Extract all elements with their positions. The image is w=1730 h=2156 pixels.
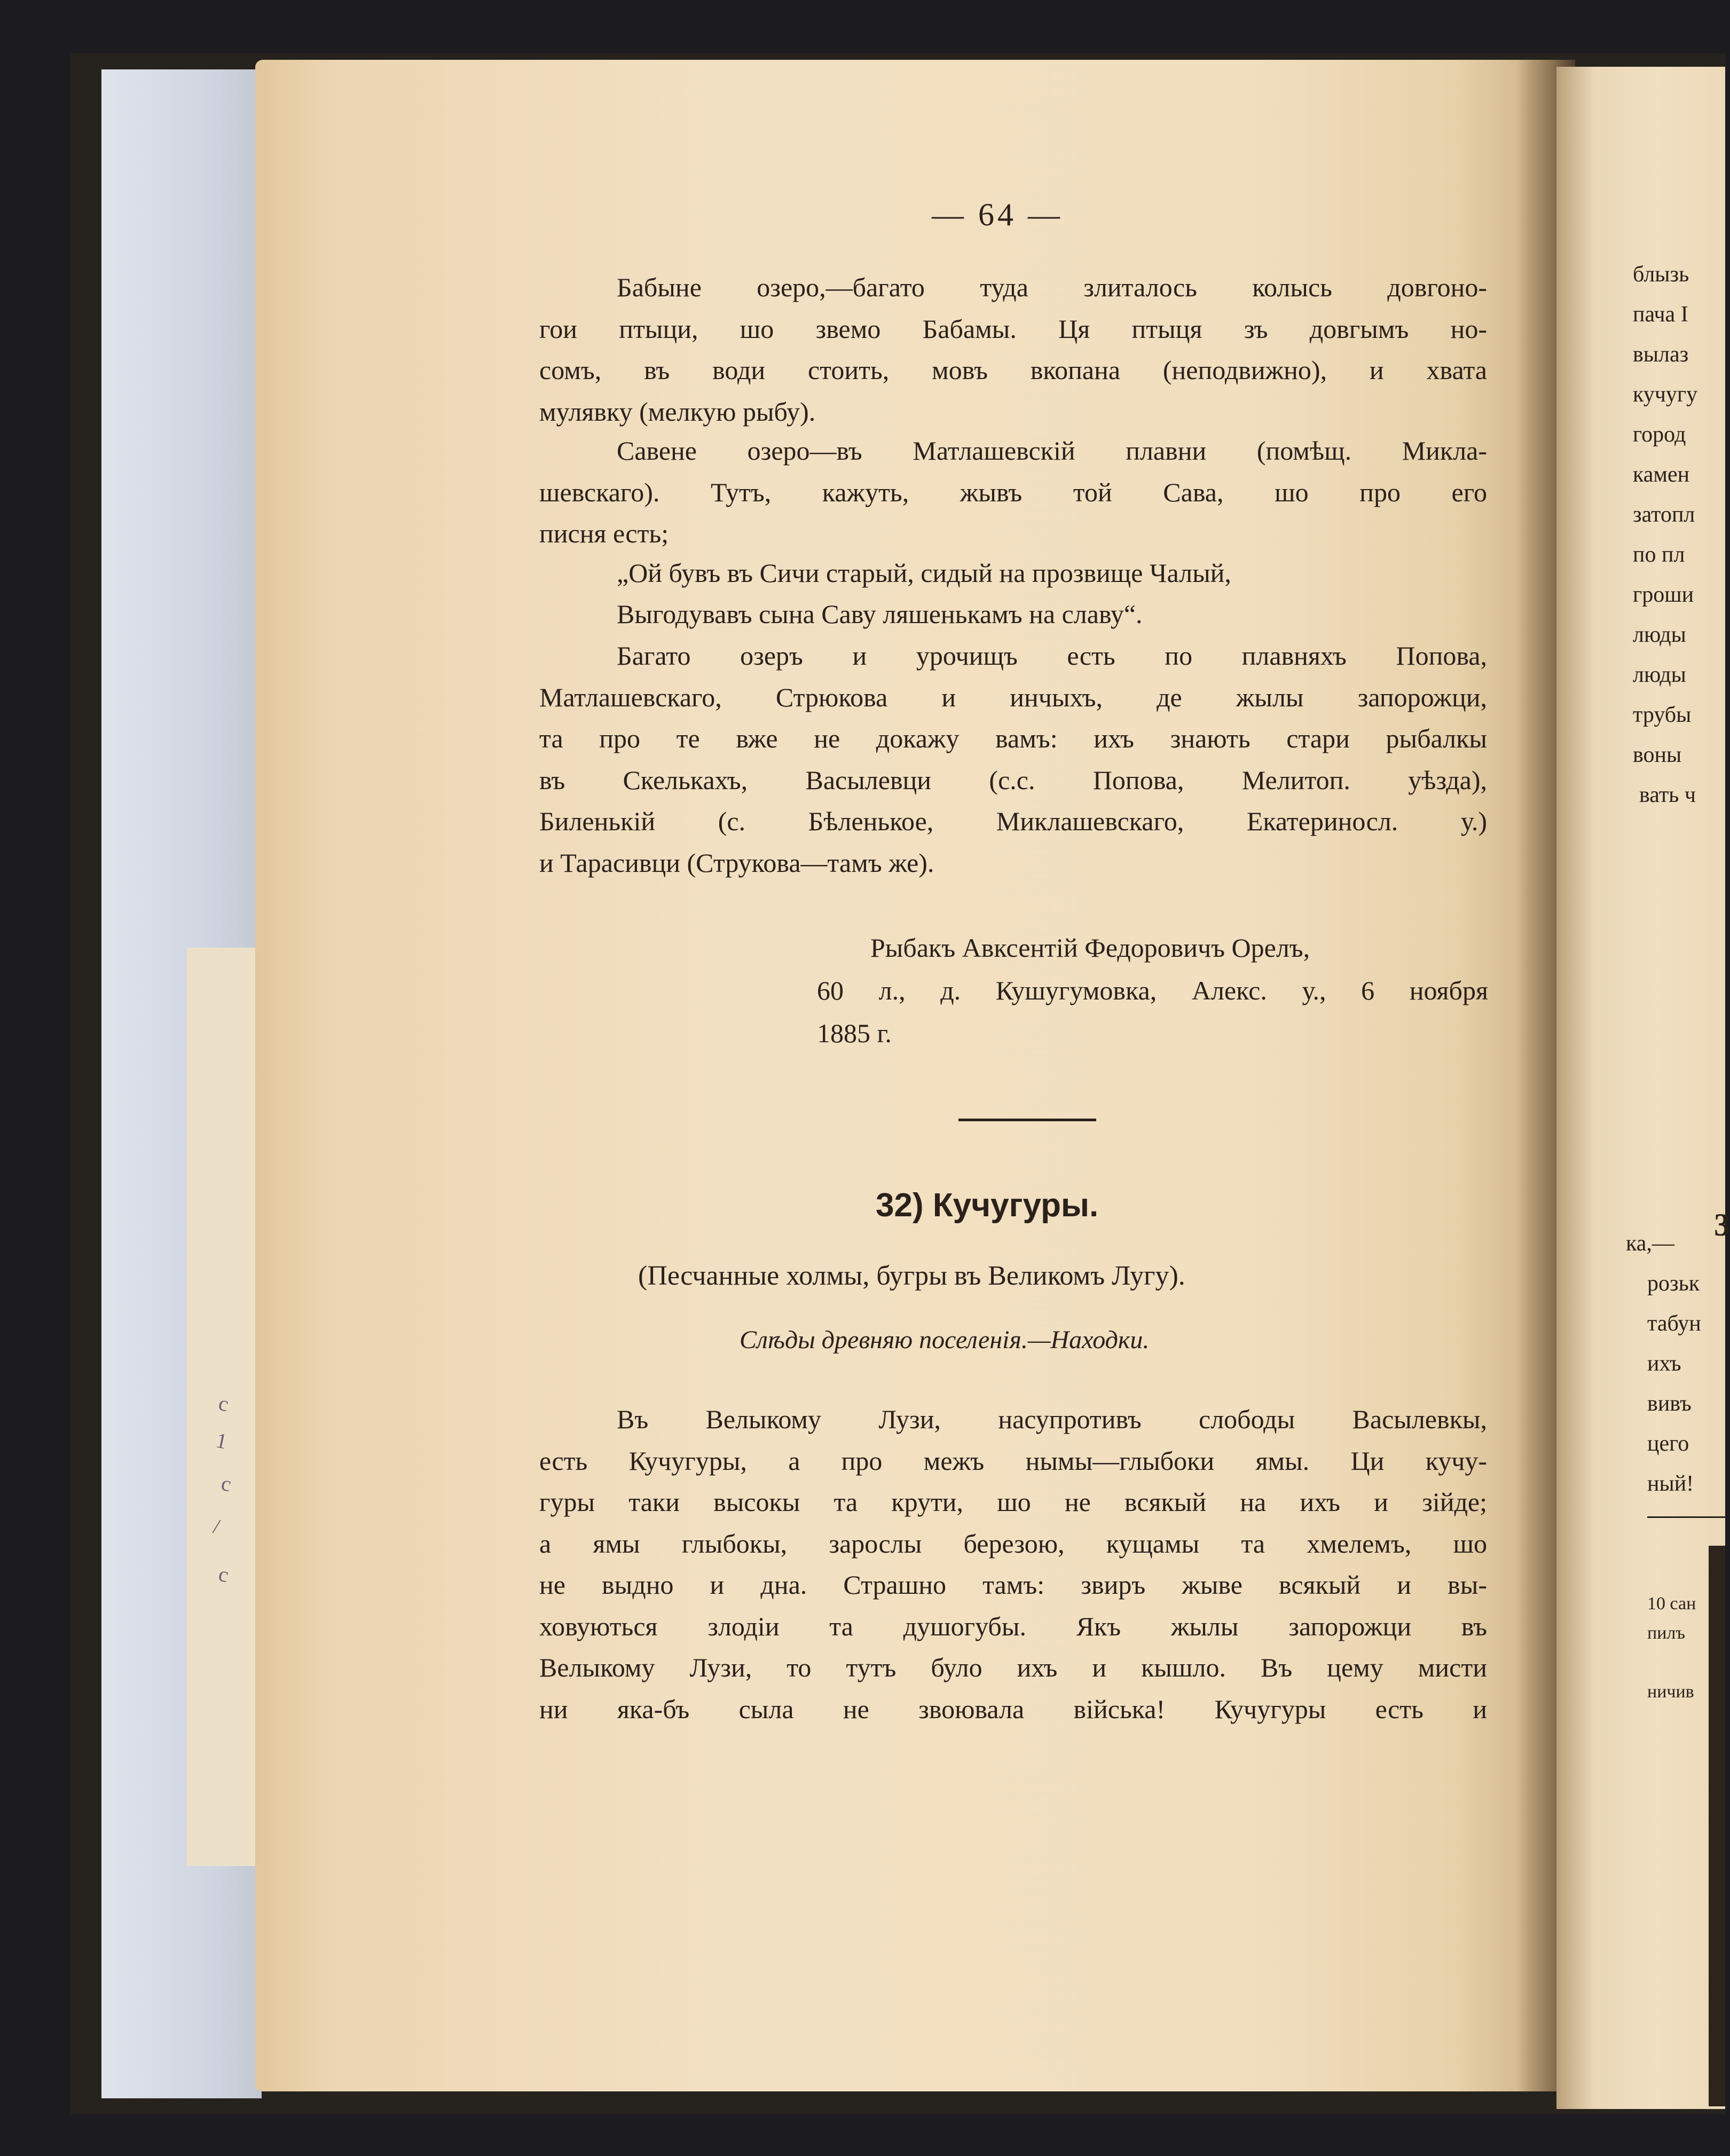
section-subsubtitle: Слѣды древняю поселенія.—Находки. (740, 1326, 1150, 1354)
card-mark: 1 (214, 1428, 230, 1454)
verse-line: „Ой бувъ въ Сичи старый, сидый на прозвище Чалый, (617, 558, 1231, 588)
paragraph-ozera (539, 635, 1487, 884)
section-subtitle: (Песчанные холмы, бугры въ Великомъ Лугу). (638, 1261, 1185, 1291)
right-page-shadow (1709, 1546, 1725, 2106)
right-line: люды (1633, 663, 1686, 687)
card-mark: с (216, 1390, 231, 1417)
text-line: а ямы глыбокы, зарослы березою, кущамы та хмелемъ, шо (539, 1528, 1487, 1559)
right-line: затопл (1633, 502, 1695, 527)
right-line: воны (1633, 743, 1682, 767)
signature-line: 1885 г. (817, 1018, 892, 1048)
text-line: сомъ, въ води стоить, мовъ вкопана (неподвижно), и хвата (539, 355, 1487, 385)
right-footnote-line: ничив (1647, 1682, 1694, 1702)
right-line: вать ч (1639, 783, 1696, 807)
text-line: Бабыне озеро,—багато туда злиталось колысь довгоно- (617, 272, 1487, 302)
right-line: розьк (1647, 1271, 1700, 1296)
text-line: въ Скелькахъ, Васылевци (с.с. Попова, Мелитоп. уѣзда), (539, 765, 1487, 795)
right-heading-fragment: 3 (1714, 1207, 1730, 1242)
card-mark: с (219, 1470, 234, 1497)
paragraph-babyne (539, 267, 1487, 432)
right-line: табун (1647, 1311, 1701, 1336)
text-line: гои птыци, шо звемо Бабамы. Ця птыця зъ довгымъ но- (539, 313, 1487, 344)
text-line: писня есть; (539, 518, 669, 548)
right-line: кучугу (1633, 382, 1698, 407)
right-line: люды (1633, 623, 1686, 647)
right-line: ный! (1647, 1472, 1694, 1496)
section-divider (958, 1119, 1096, 1121)
right-line: цего (1647, 1431, 1689, 1456)
right-footnote-line: 10 сан (1647, 1594, 1696, 1614)
right-line: гроши (1633, 583, 1694, 607)
card-mark: с (216, 1561, 231, 1587)
text-line: мулявку (мелкую рыбу). (539, 396, 816, 427)
text-line: есть Кучугуры, а про межъ нымы—глыбоки ямы. Ци кучу- (539, 1445, 1487, 1476)
right-line: по пл (1633, 542, 1685, 567)
text-line: Матлашевскаго, Стрюкова и инчыхъ, де жылы запорожци, (539, 682, 1487, 712)
text-line: гуры таки высокы та крути, шо не всякый на ихъ и зійде; (539, 1487, 1487, 1517)
paragraph-savene (539, 430, 1487, 555)
signature-line: 60 л., д. Кушугумовка, Алекс. у., 6 ноября (817, 975, 1488, 1005)
right-line: трубы (1633, 703, 1692, 727)
section-heading: 32) Кучугуры. (876, 1187, 1099, 1224)
right-line: блызь (1633, 262, 1689, 287)
text-line: и Тарасивци (Струкова—тамъ же). (539, 847, 934, 878)
text-line: та про те вже не докажу вамъ: ихъ знають стари рыбалкы (539, 723, 1487, 753)
text-line: Велыкому Лузи, то тутъ було ихъ и кышло. Въ цему мисти (539, 1653, 1487, 1682)
right-line: вивъ (1647, 1391, 1692, 1416)
text-line: Въ Велыкому Лузи, насупротивъ слободы Васылевкы, (617, 1404, 1487, 1434)
signature-line: Рыбакъ Авксентій Федоровичъ Орелъ, (870, 933, 1310, 963)
text-line: Савене озеро—въ Матлашевскій плавни (помѣщ. Микла- (617, 436, 1487, 466)
paragraph-kuchugury (539, 1399, 1487, 1730)
text-line: Биленькій (с. Бѣленькое, Миклашевскаго, Екатериносл. у.) (539, 806, 1487, 836)
signature (817, 926, 1488, 1055)
right-line: камен (1633, 462, 1690, 487)
right-line: город (1633, 422, 1686, 447)
right-page (1556, 67, 1725, 2109)
verse (617, 553, 1231, 635)
right-line: ихъ (1647, 1351, 1681, 1376)
right-line: ка,— (1626, 1231, 1674, 1256)
right-footnote-line: пилъ (1647, 1623, 1685, 1643)
text-line: Багато озеръ и урочищъ есть по плавняхъ Попова, (617, 641, 1487, 671)
text-line: ни яка-бъ сыла не звоювала війська! Кучугуры есть и (539, 1694, 1487, 1724)
right-line: пача I (1633, 302, 1688, 327)
text-line: ховуються злодіи та душогубы. Якъ жылы запорожци въ (539, 1611, 1487, 1641)
right-line: вылаз (1633, 342, 1689, 367)
text-line: шевскаго). Тутъ, кажуть, жывъ той Сава, шо про его (539, 477, 1487, 507)
page-number: — 64 — (932, 197, 1063, 232)
right-footnote-rule (1647, 1516, 1725, 1518)
card-mark: / (211, 1514, 222, 1539)
text-line: не выдно и дна. Страшно тамъ: звиръ жыве всякый и вы- (539, 1570, 1487, 1600)
verse-line: Выгодувавъ сына Саву ляшенькамъ на славу“. (617, 599, 1143, 629)
